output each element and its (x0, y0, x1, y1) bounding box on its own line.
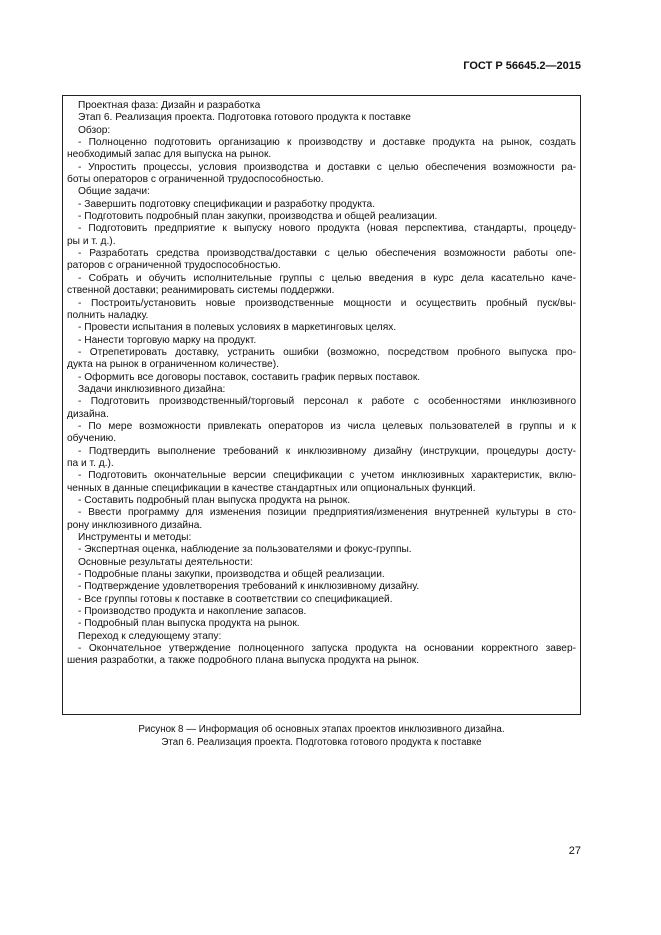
box-text-line: рону инклюзивного дизайна. (67, 519, 203, 531)
box-text-line: - Отрепетировать доставку, устранить ошибки (возможно, посредством пробного выпуска про- (78, 346, 576, 358)
box-text-line: - Упростить процессы, условия производства и доставки с целью обеспечения возможности ра- (78, 161, 576, 173)
box-text-line: - Подробный план выпуска продукта на рынок. (78, 618, 300, 630)
box-text-line: - Ввести программу для изменения позиции предприятия/изменения внутренней культуры в сто- (78, 507, 576, 519)
figure-caption (62, 723, 581, 749)
box-text-line: - Провести испытания в полевых условиях в маркетинговых целях. (78, 322, 397, 334)
page-number: 27 (568, 845, 581, 857)
box-text-line: Инструменты и методы: (78, 532, 192, 544)
box-text-line: - Подготовить предприятие к выпуску нового продукта (новая перспектива, стандарты, процеду- (78, 223, 576, 235)
figure-text-box (62, 95, 581, 715)
box-text-line: - Оформить все договоры поставок, составить график первых поставок. (78, 371, 421, 383)
box-text-line: Общие задачи: (78, 186, 150, 198)
box-text-line: па и т. д.). (67, 457, 114, 469)
box-text-line: шения разработки, а также подробного плана выпуска продукта на рынок. (67, 655, 420, 667)
box-text-line: Переход к следующему этапу: (78, 630, 222, 642)
box-text-line: - Подготовить производственный/торговый персонал к работе с особенностями инклюзивного (78, 396, 576, 408)
caption-line-2: Этап 6. Реализация проекта. Подготовка готового продукта к поставке (161, 737, 482, 748)
box-text-line: необходимый запас для выпуска на рынок. (67, 149, 272, 161)
box-text-line: - Производство продукта и накопление запасов. (78, 606, 307, 618)
box-text-line: - Завершить подготовку спецификации и разработку продукта. (78, 198, 376, 210)
box-text-line: дизайна. (67, 408, 109, 420)
caption-line-1: Рисунок 8 — Информация об основных этапах проектов инклюзивного дизайна. (138, 724, 505, 735)
box-text-line: Проектная фаза: Дизайн и разработка (78, 100, 261, 111)
box-text-line: - Построить/установить новые производственные мощности и осуществить пробный пуск/вы- (78, 297, 576, 309)
box-text-line: Обзор: (78, 124, 111, 136)
box-text-line: - Подготовить подробный план закупки, производства и общей реализации. (78, 211, 438, 223)
box-text-line: ченных в данные спецификации в качестве стандартных или опциональных функций. (67, 482, 476, 494)
box-text-line: - Полноценно подготовить организацию к производству и доставке продукта на рынок, создать (78, 137, 576, 149)
box-text-line: ственной доставки; реанимировать системы поддержки. (67, 285, 335, 297)
box-text-line: - Все группы готовы к поставке в соответствии со спецификацией. (78, 593, 393, 605)
box-text-line: - Составить подробный план выпуска продукта на рынок. (78, 495, 351, 506)
box-text-line: - Подготовить окончательные версии спецификации с учетом инклюзивных характеристик, вклю- (78, 470, 576, 482)
box-text-line: - Подтвердить выполнение требований к инклюзивному дизайну (инструкции, процедуры досту- (78, 445, 576, 457)
box-text-line: дукта на рынок в ограниченном количестве). (67, 359, 279, 371)
box-text-line: - Окончательное утверждение полноценного запуска продукта на основании корректного завер- (78, 643, 576, 655)
document-code-header: ГОСТ Р 56645.2—2015 (463, 60, 581, 72)
box-text-line: - Нанести торговую марку на продукт. (78, 334, 257, 346)
box-text-line: полнить наладку. (67, 309, 149, 321)
box-text-line: - Подтверждение удовлетворения требований к инклюзивному дизайну. (78, 581, 420, 593)
box-text-line: ры и т. д.). (67, 235, 116, 247)
box-text-line: Этап 6. Реализация проекта. Подготовка готового продукта к поставке (78, 112, 411, 124)
box-text-line: - Собрать и обучить исполнительные группы с целью введения в курс дела касательно каче- (78, 272, 576, 284)
box-text-line: - Экспертная оценка, наблюдение за пользователями и фокус-группы. (78, 544, 412, 556)
box-text-line: - По мере возможности привлекать операторов из числа целевых пользователей в группы и к (78, 420, 576, 432)
box-text-line: боты операторов с ограниченной трудоспособностью. (67, 174, 324, 186)
box-text-line: - Подробные планы закупки, производства и общей реализации. (78, 569, 385, 581)
box-text-line: раторов с ограниченной трудоспособностью. (67, 260, 281, 272)
box-text-line: Задачи инклюзивного дизайна: (78, 383, 226, 395)
box-text-line: Основные результаты деятельности: (78, 556, 253, 568)
box-text-line: обучению. (67, 433, 117, 445)
box-text-line: - Разработать средства производства/доставки с целью обеспечения возможности работы опе- (78, 248, 576, 260)
